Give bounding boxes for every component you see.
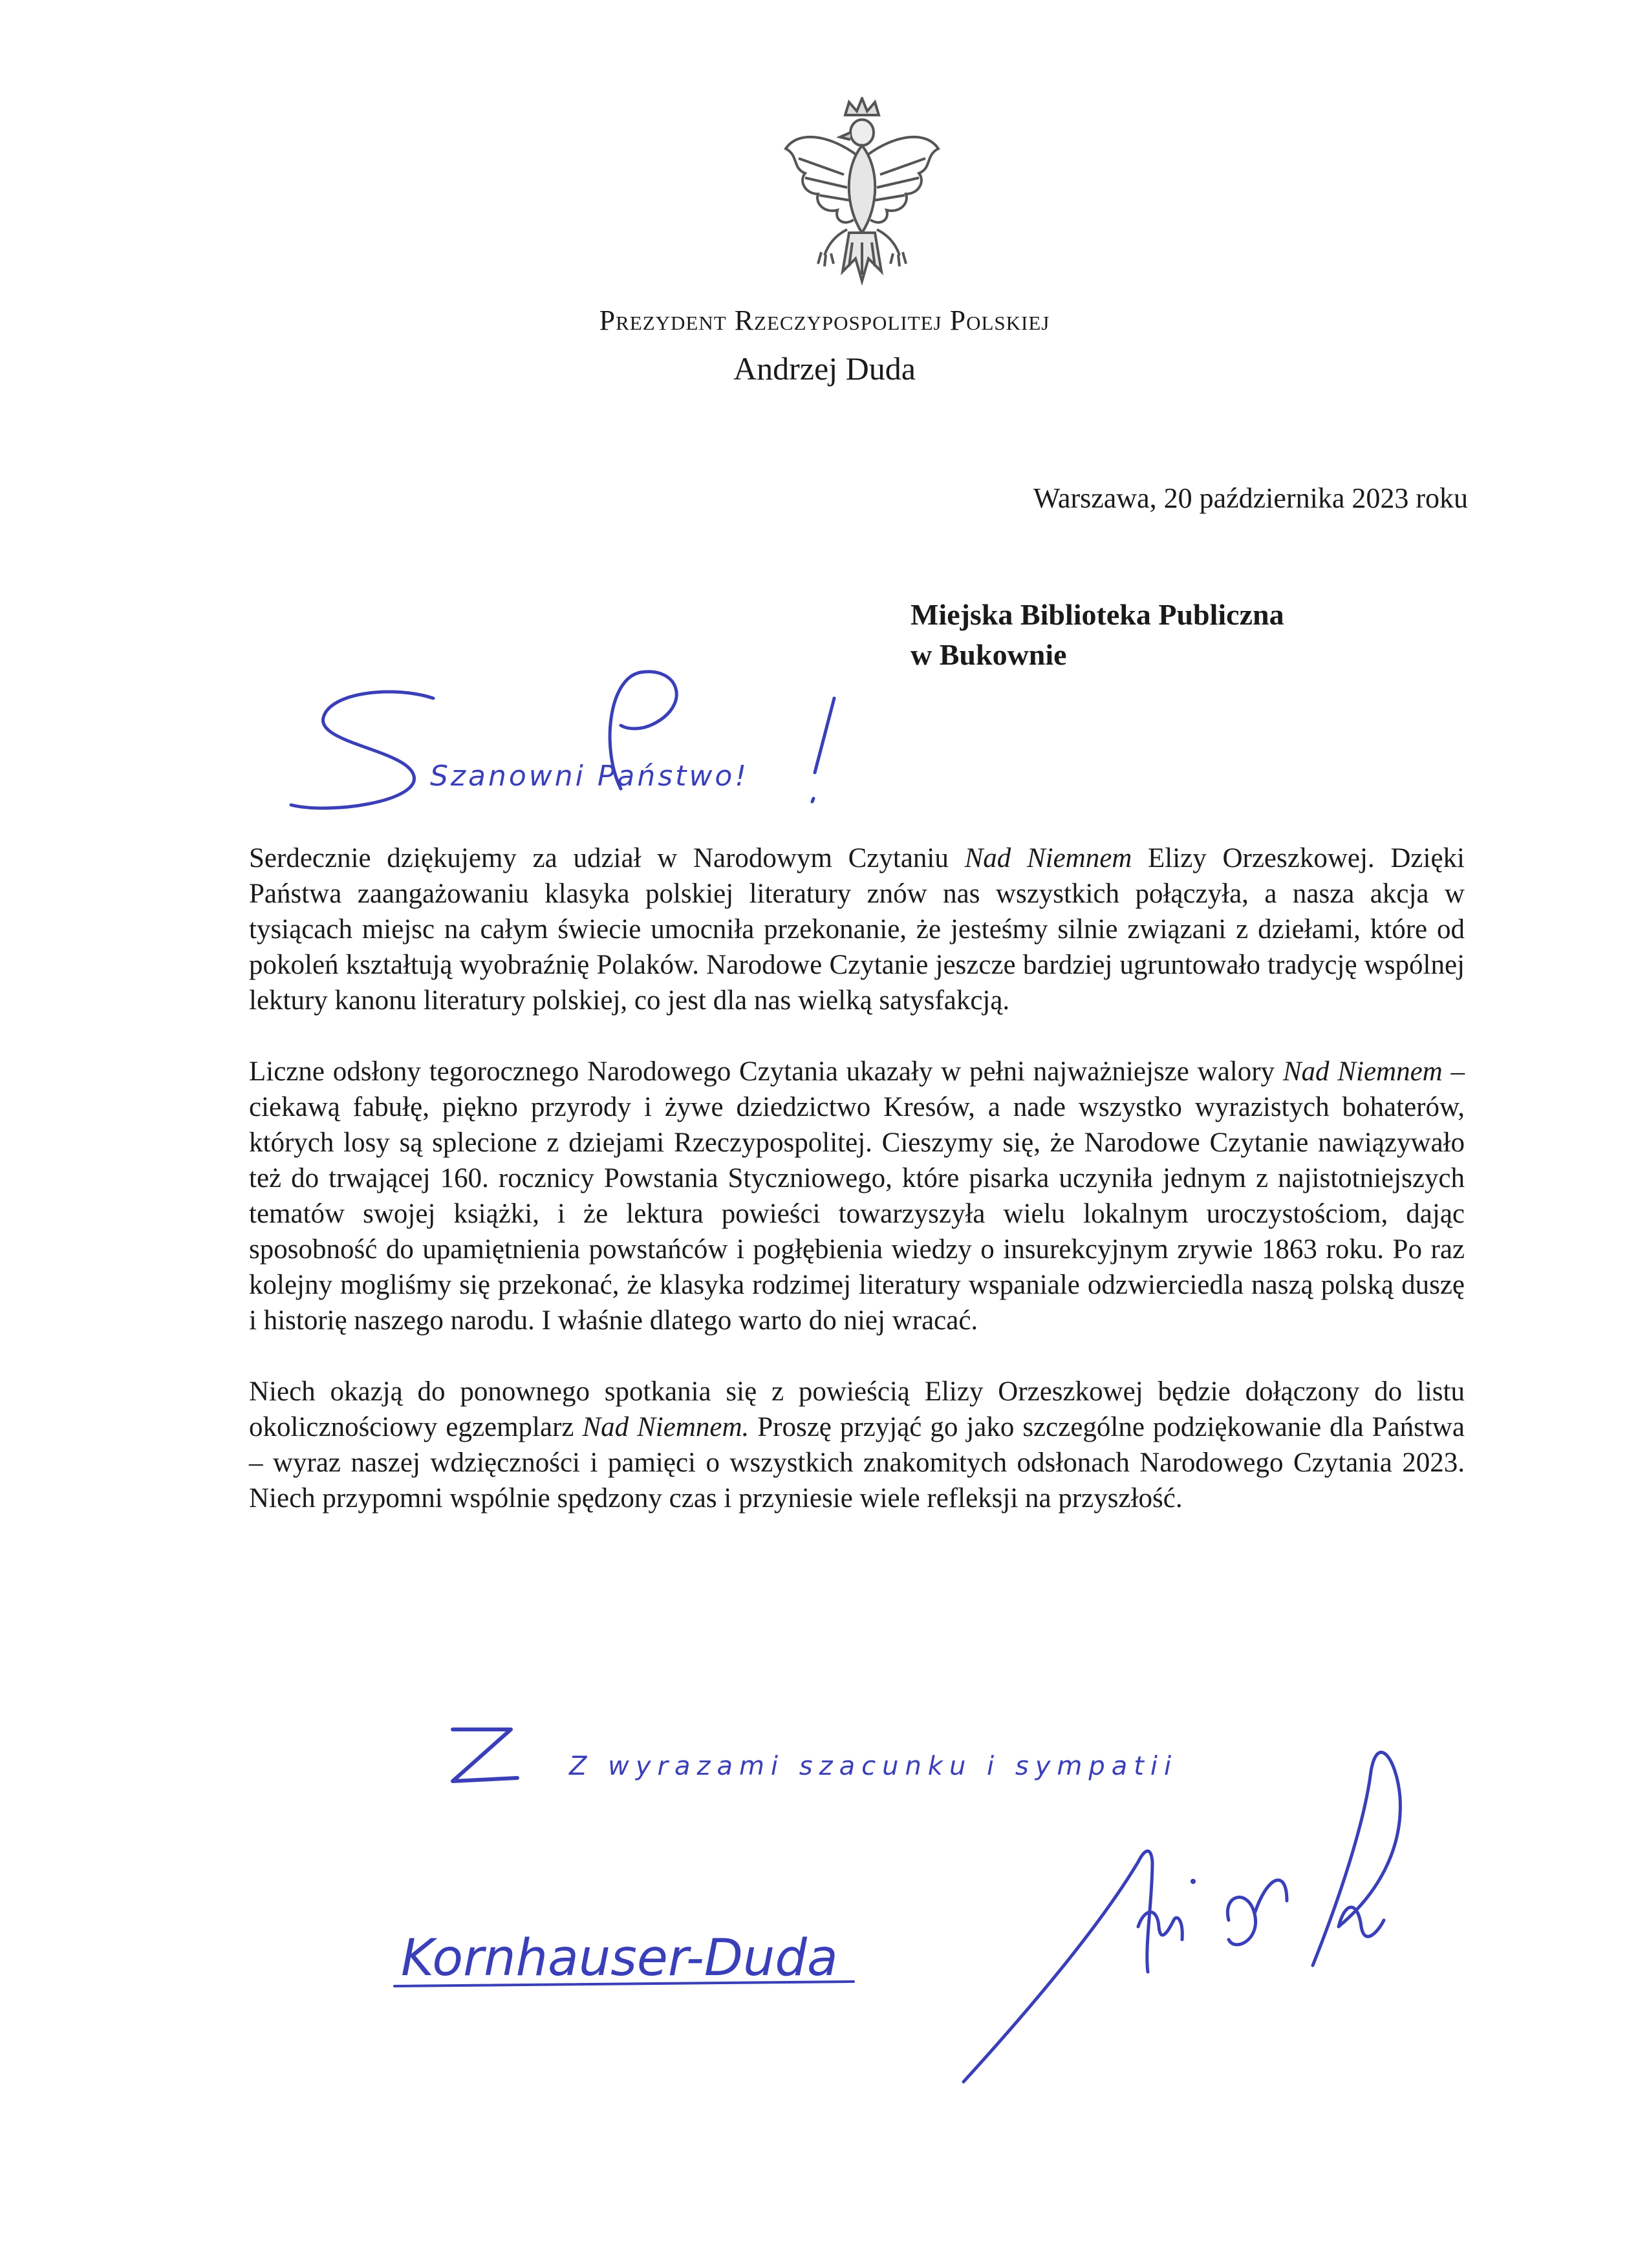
date-line: Warszawa, 20 października 2023 roku xyxy=(1033,482,1468,514)
addressee-line-1: Miejska Biblioteka Publiczna xyxy=(911,598,1284,631)
office-title: Prezydent Rzeczypospolitej Polskiej xyxy=(599,305,1050,336)
signature-first-lady xyxy=(388,1914,905,2007)
salutation-text: Szanowni Państwo! xyxy=(430,760,749,793)
letterhead xyxy=(0,304,1649,387)
eagle-emblem-icon xyxy=(773,97,951,304)
body-paragraph-3: Niech okazją do ponownego spotkania się z powieścią Elizy Orzeszkowej będzie dołączony do listu okolicznościowy egzemplarz Nad Niemnem. Proszę przyjąć go jako szczególne podziękowanie dla Państwa – wyraz naszej wdzięczności i pamięci o wszystkich znakomitych odsłonach Narodowego Czytania 2023. Niech przypomni wspólnie spędzony czas i przyniesie wiele refleksji na przyszłość. xyxy=(249,1376,1465,1514)
signature-president-icon xyxy=(951,1733,1416,2098)
addressee xyxy=(911,595,1284,675)
book-title: Nad Niemnem. xyxy=(582,1412,749,1442)
handwritten-salutation xyxy=(278,653,860,831)
signature-first-lady-text: Kornhauser-Duda xyxy=(401,1929,838,1987)
book-title: Nad Niemnem xyxy=(1282,1056,1443,1087)
president-name: Andrzej Duda xyxy=(733,350,916,387)
book-title: Nad Niemnem xyxy=(964,843,1132,873)
body-paragraph-2: Liczne odsłony tegorocznego Narodowego Czytania ukazały w pełni najważniejsze walory Nad Niemnem – ciekawą fabułę, piękno przyrody i żywe dziedzictwo Kresów, a nade wszystko wyrazistych bohaterów, których losy są splecione z dziejami Rzeczypospolitej. Cieszymy się, że Narodowe Czytanie nawiązywało też do trwającej 160. rocznicy Powstania Styczniowego, które pisarka uczyniła jednym z najistotniejszych tematów swojej książki, i że lektura powieści towarzyszyła wielu lokalnym uroczystościom, dając sposobność do upamiętnienia powstańców i pogłębienia wiedzy o insurekcyjnym zrywie 1863 roku. Po raz kolejny mogliśmy się przekonać, że klasyka rodzimej literatury wspaniale odzwierciedla naszą polską duszę i historię naszego narodu. I właśnie dlatego warto do niej wracać. xyxy=(249,1056,1465,1336)
closing-text: Z wyrazami szacunku i sympatii xyxy=(569,1751,1178,1781)
body-paragraph-1: Serdecznie dziękujemy za udział w Narodowym Czytaniu Nad Niemnem Elizy Orzeszkowej. Dzięki Państwa zaangażowaniu klasyka polskiej literatury znów nas wszystkich połączyła, a nasza akcja w tysiącach miejsc na całym świecie umocniła przekonanie, że jesteśmy silnie związani z dziełami, które od pokoleń kształtują wyobraźnię Polaków. Narodowe Czytanie jeszcze bardziej ugruntowało tradycję wspólnej lektury kanonu literatury polskiej, co jest dla nas wielką satysfakcją. xyxy=(249,843,1465,1016)
addressee-line-2: w Bukownie xyxy=(911,638,1067,671)
letter-body xyxy=(249,840,1465,1552)
